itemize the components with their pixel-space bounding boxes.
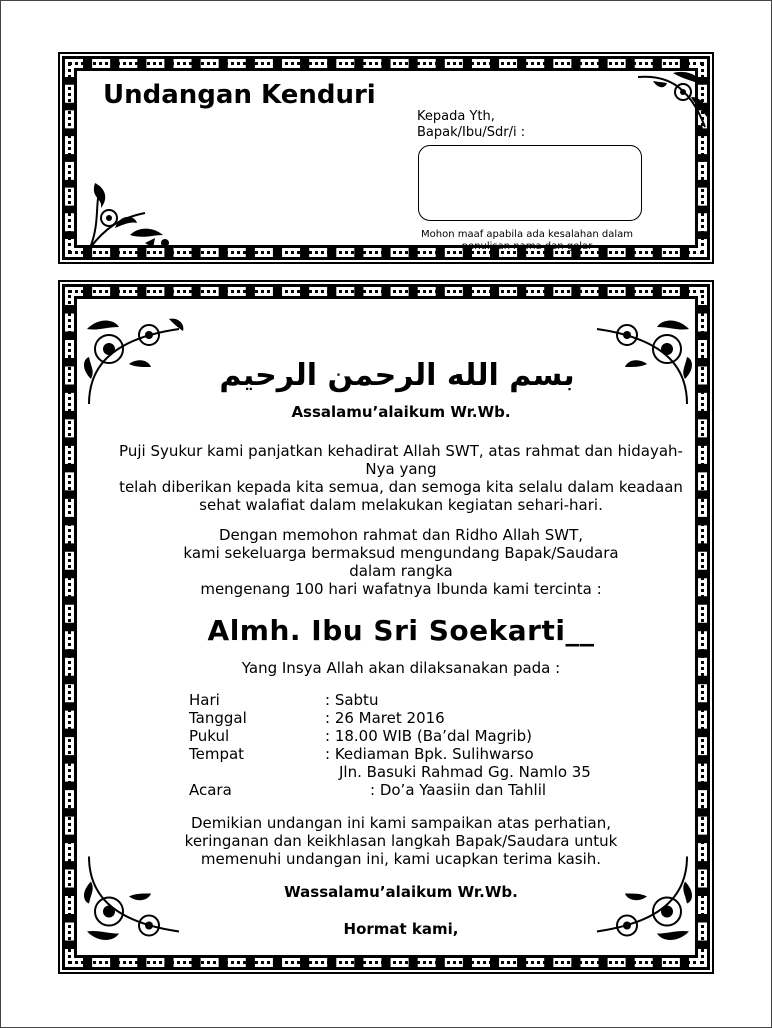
- text-line: Puji Syukur kami panjatkan kehadirat Allah SWT, atas rahmat dan hidayah-: [119, 442, 683, 460]
- text-line: Demikian undangan ini kami sampaikan atas perhatian,: [191, 814, 611, 832]
- detail-label: Pukul: [189, 727, 230, 745]
- detail-value: : 26 Maret 2016: [325, 709, 445, 727]
- deceased-name: Almh. Ibu Sri Soekarti__: [207, 614, 595, 647]
- recipient-address-box: [418, 145, 642, 221]
- invitation-letter-card: [62, 284, 710, 970]
- invitation-paragraph: [77, 526, 725, 598]
- text-line: memenuhi undangan ini, kami ucapkan terima kasih.: [200, 850, 602, 868]
- schedule-intro: Yang Insya Allah akan dilaksanakan pada :: [241, 659, 561, 677]
- detail-label: Tempat: [189, 745, 245, 763]
- text-line: Nya yang: [365, 460, 437, 478]
- detail-label: Tanggal: [189, 709, 247, 727]
- floral-ornament-icon: [587, 309, 697, 409]
- signature-line: Hormat kami,: [343, 920, 459, 938]
- detail-label: Hari: [189, 691, 220, 709]
- text-line: dalam rangka: [349, 562, 453, 580]
- closing-paragraph: [77, 814, 725, 868]
- closing-greeting: Wassalamu’alaikum Wr.Wb.: [284, 883, 518, 901]
- text-line: Dengan memohon rahmat dan Ridho Allah SWT,: [218, 526, 584, 544]
- gratitude-paragraph: [77, 442, 725, 514]
- envelope-title: Undangan Kenduri: [103, 80, 376, 110]
- text-line: kami sekeluarga bermaksud mengundang Bapak/Saudara: [183, 544, 619, 562]
- detail-label: Acara: [189, 781, 232, 799]
- envelope-label-card: [62, 56, 710, 260]
- apology-note: Mohon maaf apabila ada kesalahan dalam penulisan nama dan gelar: [421, 229, 633, 252]
- svg-text:بسم الله الرحمن الرحيم: بسم الله الرحمن الرحيم: [219, 358, 575, 393]
- floral-ornament-icon: [633, 67, 713, 137]
- text-line: mengenang 100 hari wafatnya Ibunda kami tercinta :: [200, 580, 602, 598]
- detail-value: : 18.00 WIB (Ba’dal Magrib): [325, 727, 532, 745]
- text-line: telah diberikan kepada kita semua, dan semoga kita selalu dalam keadaan: [119, 478, 683, 496]
- detail-value: : Sabtu: [325, 691, 379, 709]
- detail-value: Jln. Basuki Rahmad Gg. Namlo 35: [339, 763, 591, 781]
- detail-value: : Do’a Yaasiin dan Tahlil: [370, 781, 547, 799]
- recipient-heading: Kepada Yth,: [417, 109, 495, 124]
- recipient-prompt: Bapak/Ibu/Sdr/i :: [417, 125, 526, 140]
- text-line: keringanan dan keikhlasan langkah Bapak/Saudara untuk: [184, 832, 618, 850]
- floral-ornament-icon: [79, 309, 189, 409]
- floral-ornament-icon: [85, 173, 175, 253]
- text-line: sehat walafiat dalam melakukan kegiatan sehari-hari.: [199, 496, 603, 514]
- detail-value: : Kediaman Bpk. Sulihwarso: [325, 745, 534, 763]
- basmalah-calligraphy: [219, 347, 575, 403]
- opening-greeting: Assalamu’alaikum Wr.Wb.: [291, 403, 511, 421]
